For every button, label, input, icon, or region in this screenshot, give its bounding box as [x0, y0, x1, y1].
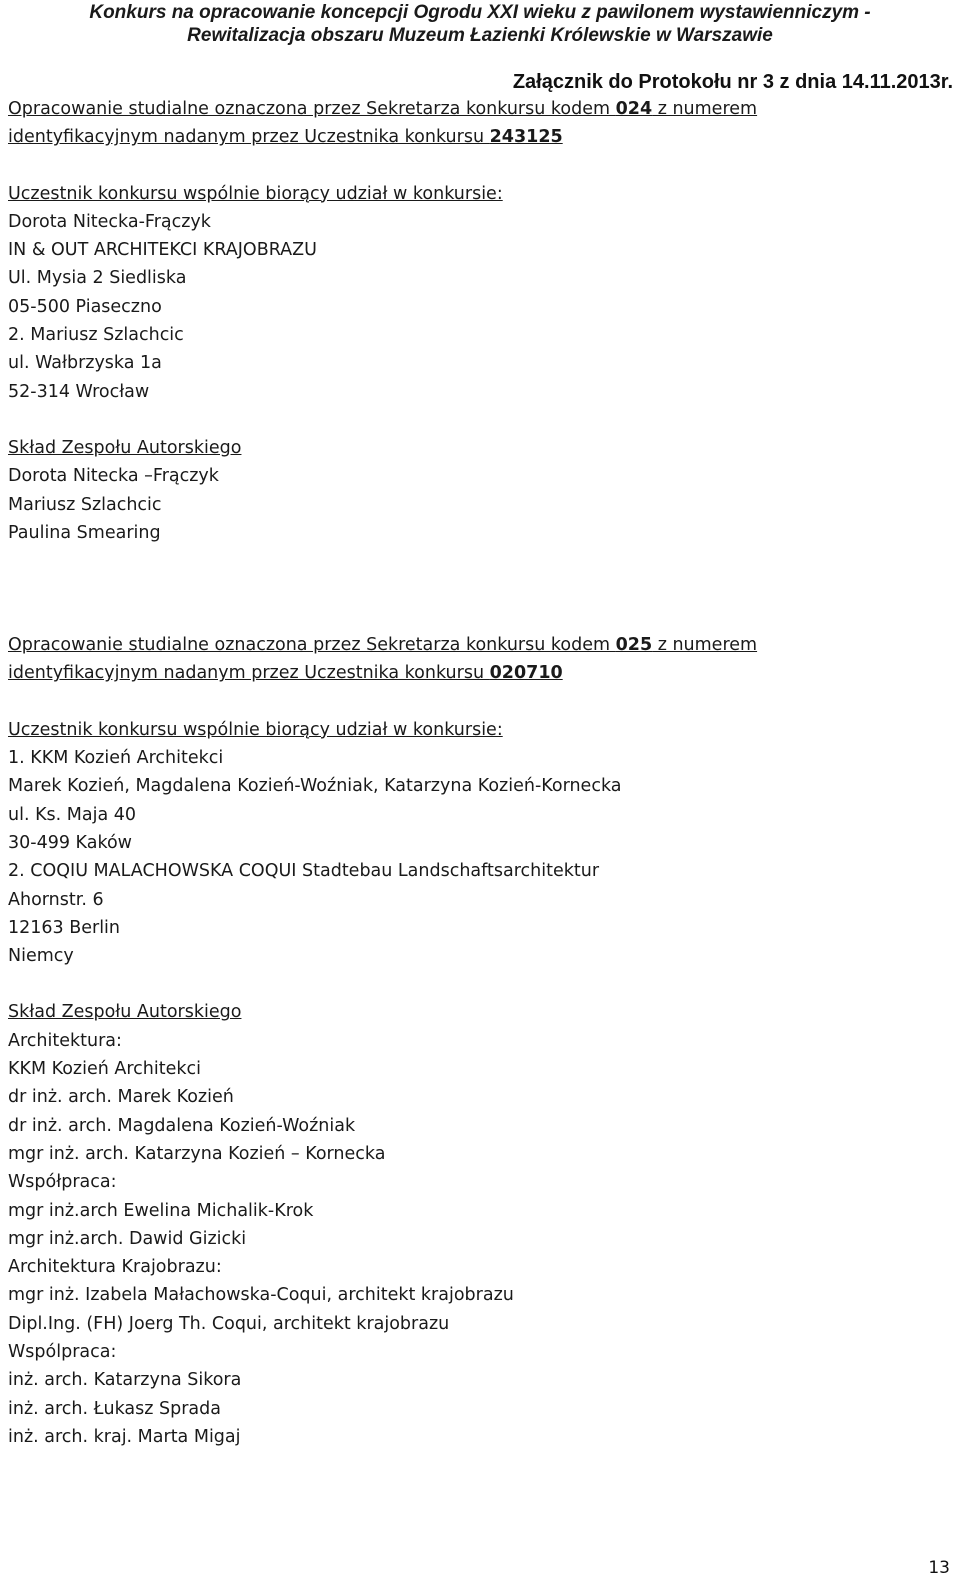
- team-member: Dipl.Ing. (FH) Joerg Th. Coqui, architekt krajobrazu: [8, 1313, 450, 1334]
- team-member: Mariusz Szlachcic: [8, 494, 162, 515]
- participant-line: Niemcy: [8, 946, 74, 967]
- participant-line: 12163 Berlin: [8, 917, 121, 938]
- participant-line: ul. Ks. Maja 40: [8, 804, 137, 825]
- entry-code: 025: [615, 635, 653, 656]
- team-member: Paulina Smearing: [8, 522, 161, 543]
- document-header-line-2: Rewitalizacja obszaru Muzeum Łazienki Królewskie w Warszawie: [187, 25, 773, 46]
- participant-line: Ahornstr. 6: [8, 889, 104, 910]
- team-member: inż. arch. kraj. Marta Migaj: [8, 1426, 241, 1447]
- participant-line: 2. Mariusz Szlachcic: [8, 325, 184, 346]
- participant-line: ul. Wałbrzyska 1a: [8, 353, 162, 374]
- entry-id-number: 243125: [489, 127, 563, 148]
- page-number: 13: [928, 1558, 950, 1578]
- team-member: dr inż. arch. Marek Kozień: [8, 1087, 234, 1108]
- team-member: mgr inż.arch Ewelina Michalik-Krok: [8, 1200, 314, 1221]
- entry-024-heading: Opracowanie studialne oznaczona przez Sekretarza konkursu kodem 024 z numerem: [8, 99, 758, 119]
- document-body: [8, 95, 953, 1451]
- team-member: inż. arch. Katarzyna Sikora: [8, 1370, 242, 1391]
- entry-code: 024: [615, 99, 653, 119]
- team-member: inż. arch. Łukasz Sprada: [8, 1398, 221, 1419]
- participant-line: 52-314 Wrocław: [8, 381, 150, 402]
- attachment-reference: Załącznik do Protokołu nr 3 z dnia 14.11.2013r.: [512, 71, 953, 93]
- participant-line: 2. COQIU MALACHOWSKA COQUI Stadtebau Landschaftsarchitektur: [8, 861, 600, 882]
- entry-id-number: 020710: [489, 663, 563, 684]
- participants-heading: Uczestnik konkursu wspólnie biorący udział w konkursie:: [8, 183, 503, 204]
- entry-025-heading: Opracowanie studialne oznaczona przez Sekretarza konkursu kodem 025 z numerem: [8, 635, 758, 656]
- participant-line: IN & OUT ARCHITEKCI KRAJOBRAZU: [8, 240, 317, 261]
- team-heading: Skład Zespołu Autorskiego: [8, 437, 242, 458]
- team-heading: Skład Zespołu Autorskiego: [8, 1002, 242, 1023]
- participants-heading: Uczestnik konkursu wspólnie biorący udział w konkursie:: [8, 719, 503, 740]
- participant-line: Dorota Nitecka-Frączyk: [8, 211, 211, 232]
- team-member: Dorota Nitecka –Frączyk: [8, 466, 219, 487]
- team-member: mgr inż.arch. Dawid Gizicki: [8, 1228, 247, 1249]
- team-member: Wspólpraca:: [8, 1341, 117, 1362]
- team-member: KKM Kozień Architekci: [8, 1059, 201, 1080]
- entry-024-id-line: identyfikacyjnym nadanym przez Uczestnika konkursu 243125: [8, 127, 563, 148]
- team-member: mgr inż. arch. Katarzyna Kozień – Kornecka: [8, 1143, 386, 1164]
- team-member: mgr inż. Izabela Małachowska-Coqui, architekt krajobrazu: [8, 1285, 514, 1306]
- document-header-line-1: Konkurs na opracowanie koncepcji Ogrodu XXI wieku z pawilonem wystawienniczym -: [89, 2, 871, 23]
- participant-line: 1. KKM Kozień Architekci: [8, 748, 224, 769]
- team-member: Architektura Krajobrazu:: [8, 1257, 222, 1278]
- participant-line: 05-500 Piaseczno: [8, 296, 162, 317]
- team-member: dr inż. arch. Magdalena Kozień-Woźniak: [8, 1115, 356, 1136]
- participant-line: 30-499 Kaków: [8, 832, 132, 853]
- participant-line: Ul. Mysia 2 Siedliska: [8, 268, 187, 289]
- team-member: Współpraca:: [8, 1172, 117, 1193]
- entry-025-id-line: identyfikacyjnym nadanym przez Uczestnika konkursu 020710: [8, 663, 563, 684]
- team-member: Architektura:: [8, 1030, 122, 1051]
- participant-line: Marek Kozień, Magdalena Kozień-Woźniak, Katarzyna Kozień-Kornecka: [8, 776, 622, 797]
